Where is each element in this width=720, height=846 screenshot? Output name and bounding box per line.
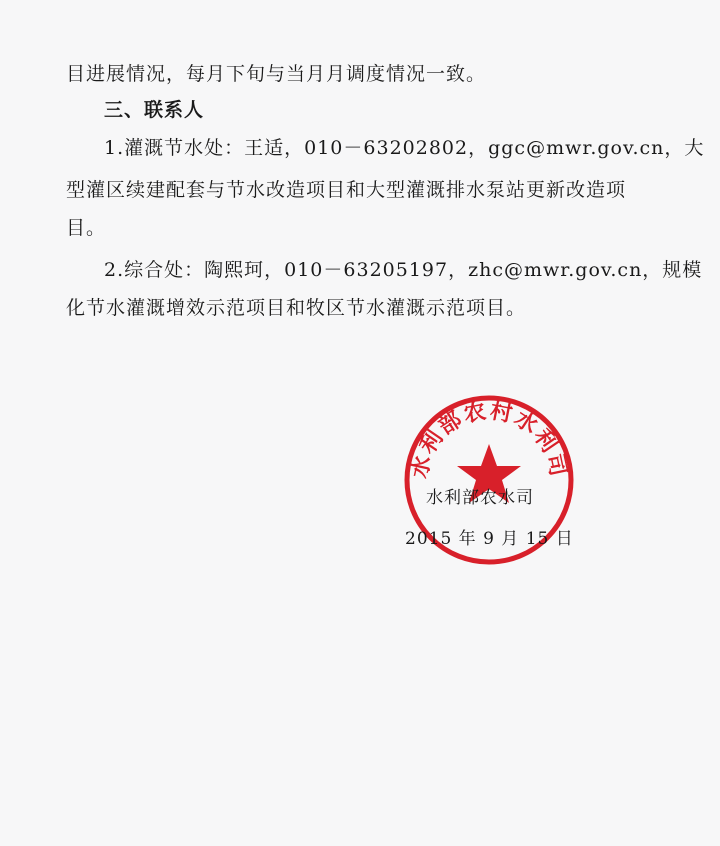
- signer-name: 水利部农水司: [426, 488, 534, 508]
- contact-1-line-2: 型灌区续建配套与节水改造项目和大型灌溉排水泵站更新改造项: [66, 179, 627, 201]
- contact-2-line-1: 2.综合处：陶熙珂，010－63205197，zhc@mwr.gov.cn，规模: [104, 259, 703, 281]
- section-heading: 三、联系人: [104, 99, 205, 121]
- signature-date: 2015 年 9 月 15 日: [405, 529, 574, 549]
- seal-text: 水利部农村水利司: [406, 397, 572, 481]
- body-text-line: 目进展情况，每月下旬与当月月调度情况一致。: [66, 63, 487, 85]
- contact-2-line-2: 化节水灌溉增效示范项目和牧区节水灌溉示范项目。: [66, 297, 527, 319]
- contact-1-line-1: 1.灌溉节水处：王适，010－63202802，ggc@mwr.gov.cn，大: [104, 137, 705, 159]
- contact-1-line-3: 目。: [66, 217, 107, 239]
